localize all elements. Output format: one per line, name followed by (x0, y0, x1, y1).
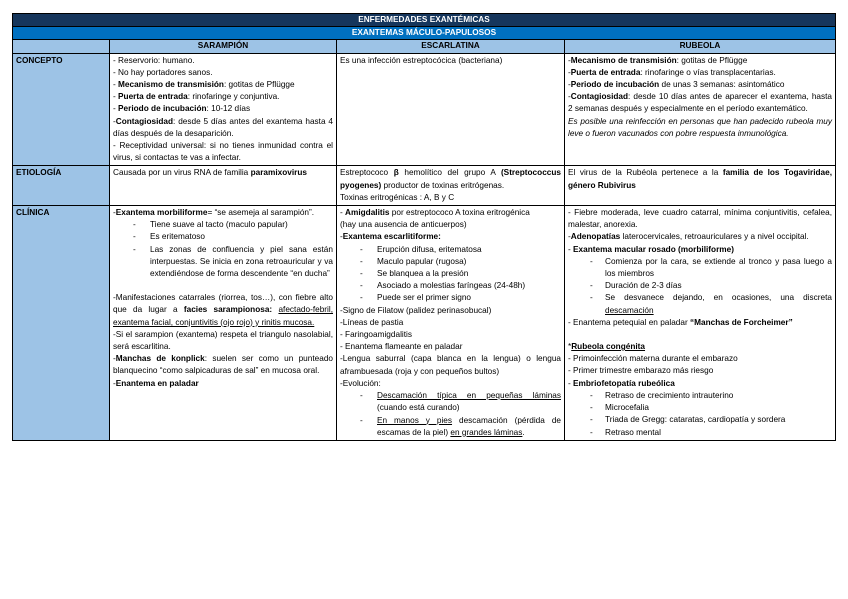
text-line: Toxinas eritrogénicas : A, B y C (340, 192, 455, 202)
clinica-escarlatina-cell (337, 206, 565, 441)
text-line: -Manchas de konplick: suelen ser como un punteado blanquecino “como salpicaduras de sal” en mucosa oral. (113, 354, 333, 376)
text-line: - Enantema flameante en paladar (340, 342, 463, 352)
list-item: - En manos y pies descamación (pérdida de escamas de la piel) en grandes láminas. (340, 415, 561, 439)
text-line: -Adenopatías laterocervicales, retroauriculares y a nivel occipital. (568, 232, 809, 242)
text-line: -Manifestaciones catarrales (riorrea, tos…), con fiebre alto que da lugar a facies sarampionosa: afectado-febril, exantema facial, conjuntivitis (ojo rojo) y rinitis mucosa. (113, 293, 334, 327)
row-etiologia (13, 166, 836, 206)
text-line: -Lengua saburral (capa blanca en la lengua) o lengua aframbuesada (roja y con pequeños bultos) (340, 354, 561, 376)
list-item: - Retraso de crecimiento intrauterino (568, 390, 832, 402)
text-line: -Periodo de incubación de unas 3 semanas: asintomático (568, 80, 785, 90)
text-line: - Mecanismo de transmisión: gotitas de Pflügge (113, 80, 295, 90)
etiologia-rubeola-cell (565, 166, 836, 206)
text-line: (hay una ausencia de anticuerpos) (340, 220, 467, 230)
column-header-rubeola: RUBEOLA (565, 40, 836, 53)
text-line: - Primer trimestre embarazo más riesgo (568, 366, 714, 376)
clinica-sarampion-cell (110, 206, 337, 441)
text-line: - Fiebre moderada, leve cuadro catarral, mínima conjuntivitis, cefalea, malestar, anorexia. (568, 208, 832, 230)
text-line: - Primoinfección materna durante el embarazo (568, 354, 738, 364)
list-item: - Puede ser el primer signo (340, 292, 561, 304)
text-line: Estreptococo β hemolítico del grupo A (Streptococcus pyogenes) productor de toxinas eritrógenas. (340, 168, 561, 190)
exanthem-features-list (568, 256, 832, 317)
list-item: - Triada de Gregg: cataratas, cardiopatía y sordera (568, 414, 832, 426)
list-item: - Se desvanece dejando, en ocasiones, una discreta descamación (568, 292, 832, 316)
list-item: - Maculo papular (rugosa) (340, 256, 561, 268)
exanthem-features-list (340, 244, 561, 305)
text-line: El virus de la Rubéola pertenece a la familia de los Togaviridae, género Rubivirus (568, 168, 833, 190)
list-item: - Duración de 2-3 días (568, 280, 832, 292)
text-line: Causada por un virus RNA de familia paramixovirus (113, 168, 307, 178)
exanthem-features-list (113, 219, 333, 280)
embryofetopathy-list (568, 390, 832, 439)
text-line: - Puerta de entrada: rinofaringe y conjuntiva. (113, 92, 280, 102)
text-line: - Amigdalitis por estreptococo A toxina eritrogénica (340, 208, 530, 218)
text-line: -Evolución: (340, 378, 381, 388)
text-line: -Puerta de entrada: rinofaringe o vías transplacentarias. (568, 67, 776, 77)
clinica-rubeola-cell (565, 206, 836, 441)
text-line: Es posible una reinfección en personas que han padecido rubeola muy leve o fueron vacunados con pobre respuesta inmunológica. (568, 116, 832, 138)
text-line: - Exantema macular rosado (morbiliforme) (568, 244, 734, 254)
text-line: -Exantema morbiliforme= “se asemeja al sarampión”. (113, 208, 315, 218)
list-item: - Asociado a molestias faríngeas (24-48h) (340, 280, 561, 292)
list-item: - Comienza por la cara, se extiende al tronco y pasa luego a los miembros (568, 256, 832, 280)
text-line: *Rubeola congénita (568, 342, 646, 352)
list-item: - Microcefalia (568, 402, 832, 414)
etiologia-sarampion-cell (110, 166, 337, 206)
list-item: - Es eritematoso (113, 231, 333, 243)
list-item: - Las zonas de confluencia y piel sana están interpuestas. Se inicia en zona retroauricular y va extendiéndose de forma descendente “en ducha” (113, 244, 333, 281)
text-line: -Si el sarampion (exantema) respeta el triangulo nasolabial, será escarlitina. (113, 329, 333, 352)
table-title: ENFERMEDADES EXANTÉMICAS (13, 14, 836, 27)
text-line: -Contagiosidad: desde 10 días antes de aparecer el exantema, hasta 2 semanas después y especialmente en el período exantemático. (568, 92, 832, 114)
column-header-sarampion: SARAMPIÓN (110, 40, 337, 53)
text-line: -Contagiosidad: desde 5 días antes del exantema hasta 4 días después de la desaparición. (113, 116, 333, 138)
text-line: -Enantema en paladar (113, 378, 199, 388)
row-clinica (13, 206, 836, 441)
exanthem-table (12, 13, 836, 441)
text-line: - Reservorio: humano. (113, 55, 195, 65)
list-item: - Se blanquea a la presión (340, 268, 561, 280)
text-line: - No hay portadores sanos. (113, 67, 213, 77)
text-line: - Periodo de incubación: 10-12 días (113, 104, 251, 114)
table-subtitle: EXANTEMAS MÁCULO-PAPULOSOS (13, 27, 836, 40)
row-concepto (13, 53, 836, 166)
corner-cell (13, 40, 110, 53)
text-line: - Receptividad universal: si no tienes inmunidad contra el virus, si contactas te vas a infectar. (113, 141, 333, 163)
text-line: -Signo de Filatow (palidez perinasobucal) (340, 305, 492, 315)
text-line: - Enantema petequial en paladar “Manchas de Forcheimer” (568, 317, 793, 327)
column-header-escarlatina: ESCARLATINA (337, 40, 565, 53)
row-header-concepto: CONCEPTO (13, 53, 110, 166)
concepto-sarampion-cell (110, 53, 337, 166)
text-line: - Faringoamigdalitis (340, 330, 412, 340)
text-line: -Exantema escarlitiforme: (340, 232, 441, 242)
text-line: - Embriofetopatía rubeólica (568, 378, 675, 388)
disease-table-sheet (12, 13, 835, 441)
list-item: - Retraso mental (568, 427, 832, 439)
list-item: - Erupción difusa, eritematosa (340, 244, 561, 256)
concepto-escarlatina-cell (337, 53, 565, 166)
text-line: -Mecanismo de transmisión: gotitas de Pflügge (568, 55, 748, 65)
text-line: -Líneas de pastia (340, 317, 404, 327)
evolution-list (340, 390, 561, 439)
row-header-etiologia: ETIOLOGÍA (13, 166, 110, 206)
concepto-rubeola-cell (565, 53, 836, 166)
list-item: - Descamación típica en pequeñas láminas (cuando está curando) (340, 390, 561, 414)
row-header-clinica: CLÍNICA (13, 206, 110, 441)
list-item: - Tiene suave al tacto (maculo papular) (113, 219, 333, 231)
etiologia-escarlatina-cell (337, 166, 565, 206)
text-line: Es una infección estreptocócica (bacteriana) (340, 55, 503, 65)
